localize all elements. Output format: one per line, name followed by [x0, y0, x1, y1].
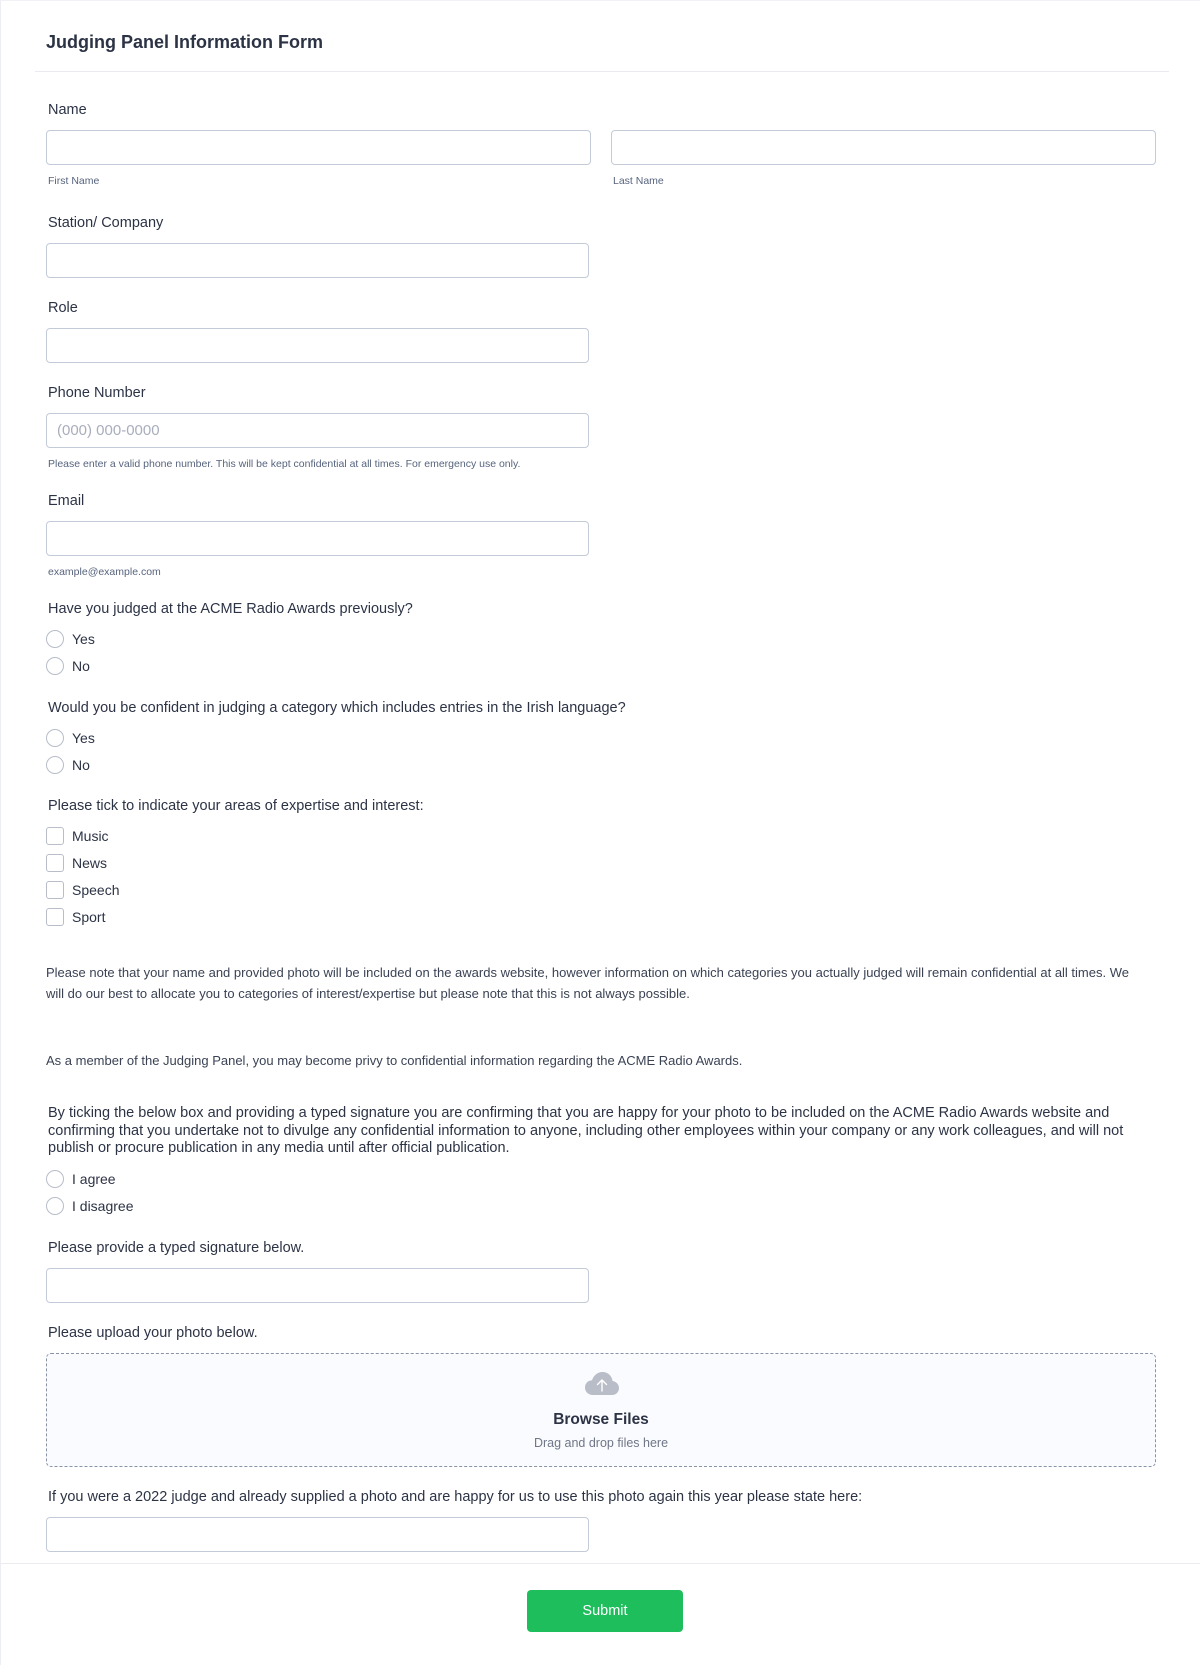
- agreement-option-agree[interactable]: I agree: [46, 1169, 1156, 1189]
- reuse-photo-label: If you were a 2022 judge and already supplied a photo and are happy for us to use this photo again this year please state here:: [48, 1489, 863, 1505]
- radio-button[interactable]: [46, 657, 64, 675]
- radio-button[interactable]: [46, 630, 64, 648]
- phone-sublabel: Please enter a valid phone number. This will be kept confidential at all times. For emergency use only.: [48, 458, 521, 470]
- last-name-sublabel: Last Name: [613, 175, 664, 187]
- irish-language-option-yes[interactable]: Yes: [46, 728, 626, 748]
- phone-field: [46, 384, 589, 471]
- radio-button[interactable]: [46, 729, 64, 747]
- drag-drop-hint: Drag and drop files here: [533, 1436, 669, 1450]
- agreement-label: By ticking the below box and providing a typed signature you are confirming that you are happy for your photo to be included on the ACME Radio Awards website and confirming that you undertake not to divulge any confidential information to anyone, including other employees within your company or any work colleagues, and will not publish or procure publication in any media until after official publication.: [48, 1105, 1124, 1156]
- agreement-field: [46, 1105, 1156, 1223]
- radio-button[interactable]: [46, 1197, 64, 1215]
- role-field: [46, 299, 589, 363]
- reuse-photo-field: [46, 1488, 862, 1552]
- email-sublabel: example@example.com: [48, 566, 161, 578]
- name-label: Name: [48, 102, 87, 118]
- expertise-label: Please tick to indicate your areas of expertise and interest:: [48, 798, 424, 814]
- irish-language-label: Would you be confident in judging a category which includes entries in the Irish language?: [48, 700, 626, 716]
- expertise-option-news[interactable]: News: [46, 853, 424, 873]
- expertise-option-sport[interactable]: Sport: [46, 907, 424, 927]
- checkbox[interactable]: [46, 881, 64, 899]
- role-input[interactable]: [46, 328, 589, 363]
- photo-upload-label: Please upload your photo below.: [48, 1325, 258, 1341]
- agreement-option-disagree[interactable]: I disagree: [46, 1196, 1156, 1216]
- photo-upload-field: [46, 1324, 258, 1342]
- station-company-field: [46, 214, 589, 278]
- photo-dropzone[interactable]: [46, 1353, 1156, 1467]
- irish-language-option-no[interactable]: No: [46, 755, 626, 775]
- form-title: Judging Panel Information Form: [46, 32, 324, 52]
- browse-files-button[interactable]: Browse Files: [553, 1411, 649, 1428]
- phone-input[interactable]: [46, 413, 589, 448]
- role-label: Role: [48, 300, 78, 316]
- cloud-upload-icon: [585, 1372, 619, 1396]
- station-company-input[interactable]: [46, 243, 589, 278]
- last-name-input[interactable]: [611, 130, 1156, 165]
- email-label: Email: [48, 493, 85, 509]
- station-company-label: Station/ Company: [48, 215, 164, 231]
- reuse-photo-input[interactable]: [46, 1517, 589, 1552]
- judged-previously-label: Have you judged at the ACME Radio Awards previously?: [48, 601, 413, 617]
- email-field: [46, 492, 589, 579]
- first-name-input[interactable]: [46, 130, 591, 165]
- phone-label: Phone Number: [48, 385, 146, 401]
- signature-label: Please provide a typed signature below.: [48, 1240, 305, 1256]
- judged-previously-field: [46, 600, 413, 683]
- signature-field: [46, 1239, 589, 1303]
- checkbox[interactable]: [46, 827, 64, 845]
- judged-previously-option-no[interactable]: No: [46, 656, 413, 676]
- radio-button[interactable]: [46, 1170, 64, 1188]
- note-paragraph: Please note that your name and provided photo will be included on the awards website, however information on which categories you actually judged will remain confidential at all times. We will do our best to allocate you to categories of interest/expertise but please note that this is not always possible.: [46, 965, 1129, 1001]
- expertise-option-speech[interactable]: Speech: [46, 880, 424, 900]
- first-name-sublabel: First Name: [48, 175, 100, 187]
- email-input[interactable]: [46, 521, 589, 556]
- name-field: [46, 101, 1156, 188]
- footer-divider: [1, 1563, 1200, 1564]
- irish-language-field: [46, 699, 626, 782]
- submit-button[interactable]: Submit: [527, 1590, 683, 1632]
- expertise-option-music[interactable]: Music: [46, 826, 424, 846]
- judged-previously-option-yes[interactable]: Yes: [46, 629, 413, 649]
- checkbox[interactable]: [46, 854, 64, 872]
- radio-button[interactable]: [46, 756, 64, 774]
- member-paragraph: As a member of the Judging Panel, you may become privy to confidential information regarding the ACME Radio Awards.: [46, 1053, 743, 1068]
- form-header: [35, 1, 1169, 72]
- signature-input[interactable]: [46, 1268, 589, 1303]
- expertise-field: [46, 797, 424, 934]
- checkbox[interactable]: [46, 908, 64, 926]
